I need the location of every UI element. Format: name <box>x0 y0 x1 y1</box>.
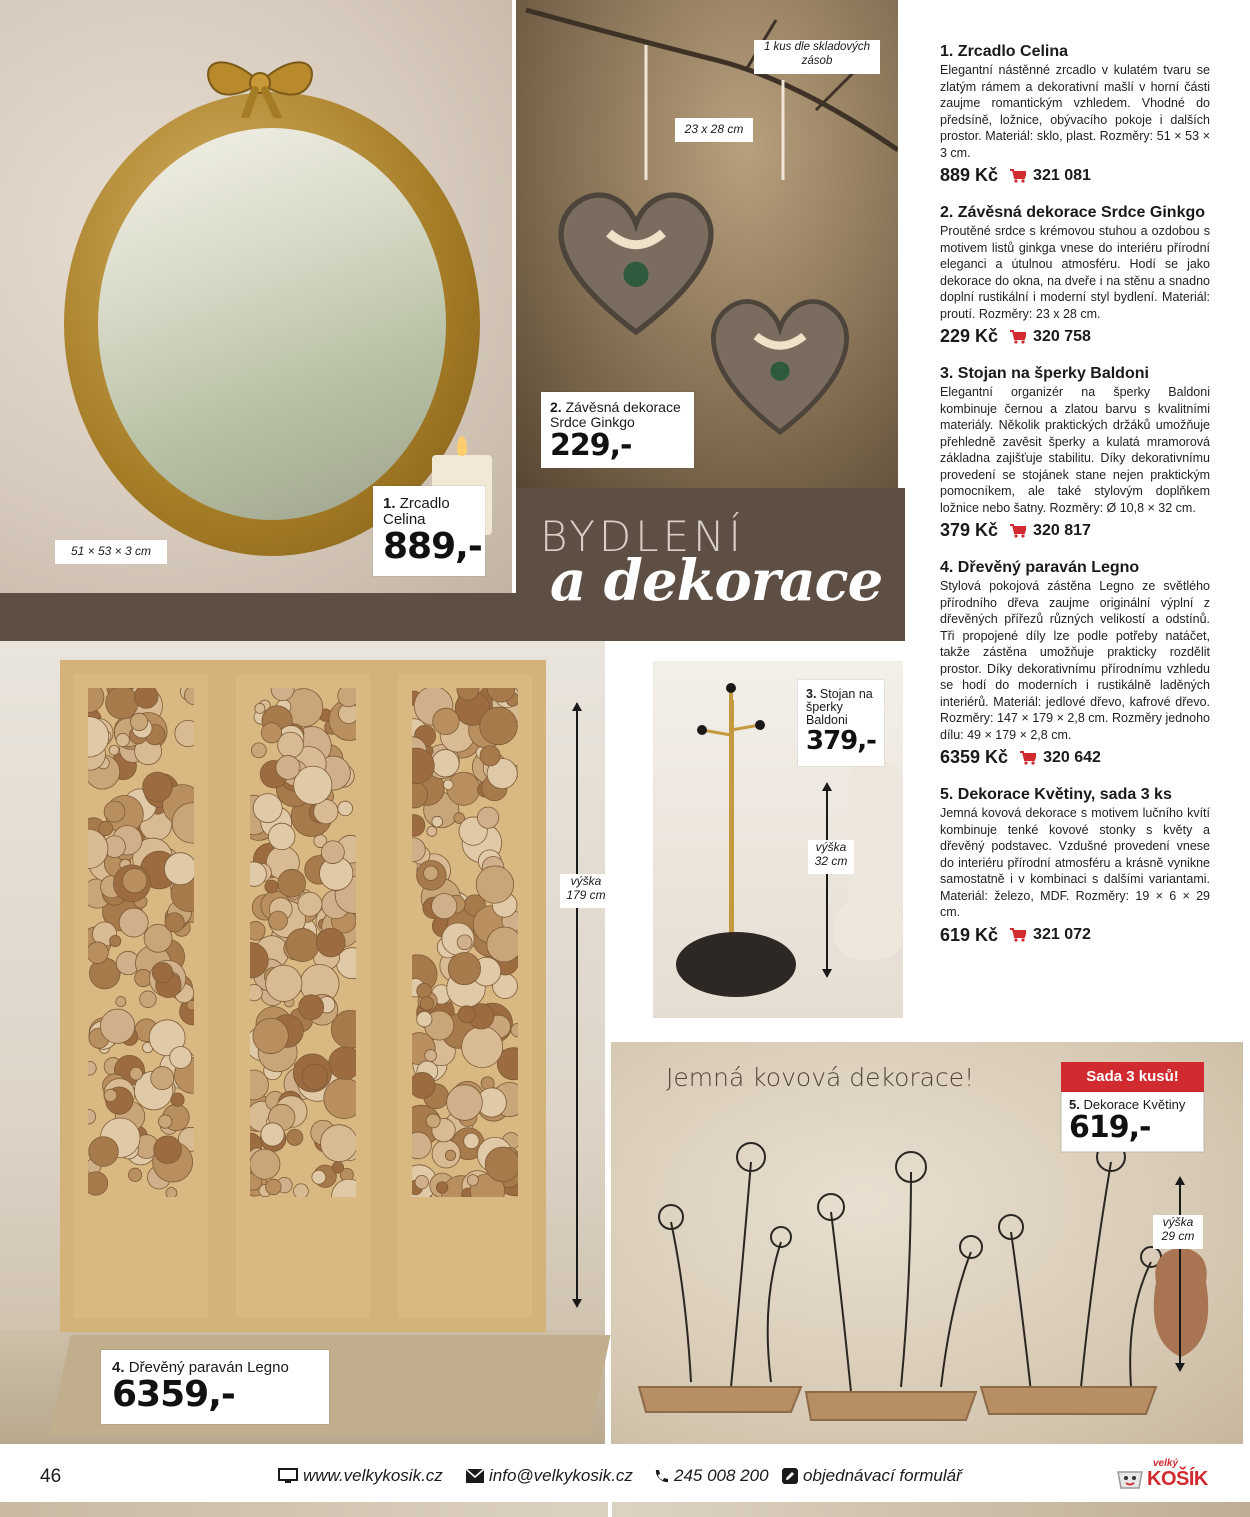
callout-screen[interactable] <box>101 1350 329 1424</box>
phone-icon <box>654 1469 669 1484</box>
wood-slice <box>109 745 119 755</box>
wood-slice <box>447 772 480 805</box>
wood-slice <box>432 816 443 827</box>
product-title: 3. Stojan na šperky Baldoni <box>940 365 1149 382</box>
wood-slice <box>99 821 113 835</box>
wood-slice <box>424 866 439 881</box>
heart-decoration-right <box>700 260 860 460</box>
wood-slice <box>250 921 265 940</box>
product-screen <box>940 559 1210 768</box>
callout-flowers-name: Dekorace Květiny <box>1083 1097 1186 1112</box>
order-form-text: objednávací formulář <box>803 1466 962 1485</box>
product-description: Stylová pokojová zástěna Legno ze světlého přírodního dřeva zaujme originální výplní z dřevěných přířezů různých velikostí a odstínů. Tři propojené díly lze podle potřeby natáčet, takže zástěna umožňuje prakticky rozdělit prostor. Díky dekorativnímu přírodnímu vzhledu se hodí do moderních i rustikálně laděných interiérů. Materiál: jedlové dřevo, kafrové dřevo. Rozměry: 147 × 179 × 2,8 cm. Rozměry jednoho dílu: 49 × 179 × 2,8 cm. <box>940 579 1210 742</box>
wood-slice <box>433 708 459 734</box>
stand-height-word: výška <box>815 840 847 854</box>
wood-slice <box>261 1123 284 1146</box>
wood-slice <box>299 995 324 1020</box>
logo-main-text: KOŠÍK <box>1147 1468 1208 1490</box>
strip-separator <box>608 1502 612 1517</box>
wood-slice <box>269 911 288 930</box>
wood-slice <box>415 1175 428 1188</box>
wood-slices-pattern <box>250 688 356 1197</box>
wood-slice <box>255 703 265 713</box>
wood-slice <box>134 688 158 708</box>
wood-slice <box>165 913 184 932</box>
email-link[interactable] <box>466 1466 633 1486</box>
wood-slice <box>143 772 173 802</box>
wood-slice <box>412 1072 435 1098</box>
velkykosik-logo[interactable] <box>1115 1458 1211 1494</box>
wood-slice <box>100 1009 134 1043</box>
product-price: 379 Kč <box>940 520 999 540</box>
wood-slice <box>294 1184 309 1198</box>
product-title: 2. Závěsná dekorace Srdce Ginkgo <box>940 204 1206 221</box>
wood-slice <box>104 801 125 822</box>
wood-slice <box>457 935 472 950</box>
wood-slice <box>278 732 304 758</box>
wood-slice <box>158 1115 171 1128</box>
wood-slice <box>116 996 126 1006</box>
wood-slices-pattern <box>88 688 194 1197</box>
wood-slice <box>266 965 302 1001</box>
wood-slice <box>171 1093 184 1106</box>
wood-slice <box>302 1064 327 1089</box>
wood-slice <box>253 794 282 823</box>
wood-slice <box>128 1168 141 1181</box>
callout-hearts-num: 2. <box>550 399 562 415</box>
wood-slice <box>175 720 194 746</box>
wood-slice <box>88 1109 96 1124</box>
product-code: 320 642 <box>1043 748 1101 766</box>
wood-slice <box>130 1067 143 1080</box>
flowers-tagline: Jemná kovová dekorace! <box>666 1063 975 1092</box>
wood-slice <box>170 1046 192 1068</box>
flowers-height-arrow <box>1179 1184 1181 1364</box>
website-text: www.velkykosik.cz <box>303 1466 443 1485</box>
wood-slice <box>480 707 518 745</box>
wood-slice <box>88 942 108 964</box>
wood-slice <box>278 869 306 897</box>
flowers-height-value: 29 cm <box>1161 1229 1195 1243</box>
product-description: Jemná kovová dekorace s motivem lučního kvítí kombinuje tenké kovové stonky s květy a dřevěný podstavec. Vzdušné provedení vnese do interiéru přírodní atmosféru a krásně vynikne samostatně i v kombinaci s dalšími variantami. Materiál: železo, MDF. Rozměry: 19 × 6 × 29 cm. <box>940 806 1210 919</box>
product-stand <box>940 365 1210 541</box>
screen-height-arrow <box>576 710 578 1300</box>
headline-top: BYDLENÍ <box>540 512 745 561</box>
product-price: 6359 Kč <box>940 747 1009 767</box>
stand-base <box>676 932 796 997</box>
email-text: info@velkykosik.cz <box>489 1466 633 1485</box>
cart-icon[interactable] <box>1010 330 1026 344</box>
product-list <box>940 43 1210 964</box>
wood-slice <box>166 1188 177 1198</box>
vase <box>848 760 903 910</box>
wood-slice <box>432 894 457 919</box>
page-number: 46 <box>40 1466 62 1487</box>
wood-slice <box>338 801 353 816</box>
wood-slice <box>448 953 480 985</box>
callout-mirror-price: 889,- <box>383 526 482 567</box>
wood-slice <box>477 807 498 828</box>
wood-slice <box>417 983 432 998</box>
callout-stand-num: 3. <box>806 687 817 701</box>
screen-panel-middle <box>222 660 384 1332</box>
set-badge: Sada 3 kusů! <box>1061 1062 1204 1092</box>
callout-stand-price: 379,- <box>806 726 876 756</box>
order-form-link[interactable] <box>782 1466 962 1486</box>
wood-slice <box>476 866 513 903</box>
product-price: 229 Kč <box>940 326 999 346</box>
wood-slice <box>462 1026 503 1067</box>
screen-panel-left <box>60 660 222 1332</box>
callout-hearts-price: 229,- <box>550 428 632 463</box>
phone-link[interactable] <box>654 1466 769 1486</box>
product-code: 321 081 <box>1033 166 1091 184</box>
wood-slices-pattern <box>412 688 518 1197</box>
wood-slice <box>268 823 295 850</box>
wood-slice <box>164 853 194 885</box>
product-price: 889 Kč <box>940 165 999 185</box>
wood-slice <box>432 750 459 777</box>
bow-icon <box>190 48 330 118</box>
wood-slice <box>250 984 262 1000</box>
wood-slice <box>427 826 437 836</box>
wood-slice <box>88 1061 96 1075</box>
callout-stand[interactable] <box>798 680 884 766</box>
product-hearts <box>940 204 1210 347</box>
callout-flowers[interactable] <box>1061 1092 1204 1152</box>
mirror-dimension: 51 × 53 × 3 cm <box>55 540 167 564</box>
wood-slice <box>104 1089 116 1101</box>
wood-slice <box>447 1085 483 1121</box>
wood-slice <box>152 962 172 982</box>
callout-flowers-num: 5. <box>1069 1097 1080 1112</box>
callout-mirror[interactable] <box>373 486 485 576</box>
wood-slice <box>412 815 425 837</box>
wood-slice <box>151 1067 174 1090</box>
branch-illustration <box>516 0 898 180</box>
wood-slice <box>320 1125 356 1162</box>
product-description: Proutěné srdce s krémovou stuhou a ozdobou s motivem listů ginkga vnese do interiéru přírodní eleganci a útulnou atmosféru. Hodí se jako dekorace do okna, na dveře i na stěnu a snadno doplní rustikální i moderní styl bydlení. Materiál: proutí. Rozměry: 23 x 28 cm. <box>940 224 1210 321</box>
wood-slice <box>458 1006 475 1023</box>
screen-height-value: 179 cm <box>566 888 606 902</box>
cart-icon[interactable] <box>1010 928 1026 942</box>
mirror-glass <box>98 128 446 520</box>
product-mirror <box>940 43 1210 186</box>
wood-slice <box>265 880 278 893</box>
wood-slice <box>317 928 346 957</box>
monitor-icon <box>278 1468 298 1484</box>
wood-slice <box>286 929 319 962</box>
wood-slice <box>321 841 344 864</box>
product-flowers <box>940 786 1210 946</box>
callout-screen-price: 6359,- <box>112 1374 235 1415</box>
bottom-photo-strip <box>0 1502 1250 1517</box>
screen-height-word: výška <box>570 874 602 888</box>
wood-slice <box>426 1114 440 1128</box>
callout-screen-num: 4. <box>112 1359 125 1376</box>
wood-slice <box>110 935 121 946</box>
screen-height-label <box>560 874 612 908</box>
hearts-dimension: 23 x 28 cm <box>675 118 753 142</box>
cart-icon[interactable] <box>1020 751 1036 765</box>
wood-slice <box>123 869 147 893</box>
wood-slice <box>298 892 322 916</box>
callout-mirror-name: Zrcadlo Celina <box>383 495 450 528</box>
wood-slice <box>467 1175 478 1186</box>
stand-height-label <box>808 840 854 874</box>
product-title: 4. Dřevěný paraván Legno <box>940 559 1140 576</box>
stand-arms <box>680 670 790 770</box>
wood-slice <box>312 1170 326 1184</box>
wood-slice <box>443 780 453 790</box>
wood-slice <box>106 688 138 719</box>
heart-decoration-left <box>546 170 726 350</box>
wood-slice <box>251 743 266 758</box>
callout-hearts-name: Závěsná dekorace Srdce Ginkgo <box>550 399 681 430</box>
wood-slice <box>266 1179 282 1195</box>
flowers-height-label <box>1153 1215 1203 1249</box>
stock-note: 1 kus dle skladových zásob <box>754 40 880 74</box>
callout-stand-name: Stojan na šperky Baldoni <box>806 687 873 727</box>
wood-slice <box>184 688 194 705</box>
wood-slice <box>420 997 433 1010</box>
product-title: 1. Zrcadlo Celina <box>940 43 1069 60</box>
cart-icon[interactable] <box>1010 524 1026 538</box>
wood-slice <box>425 1050 437 1062</box>
pencil-icon <box>782 1468 798 1484</box>
envelope-icon <box>466 1469 484 1483</box>
callout-flowers-price: 619,- <box>1069 1110 1151 1145</box>
wood-slice <box>89 1137 119 1167</box>
wood-slice <box>187 1000 194 1010</box>
wood-slice <box>480 746 500 766</box>
callout-hearts[interactable] <box>541 392 694 468</box>
wood-slice <box>119 908 148 937</box>
wood-slice <box>88 1172 108 1195</box>
wood-slice <box>287 1129 303 1145</box>
wood-slice <box>436 1182 448 1194</box>
screen-panel-right <box>384 660 546 1332</box>
headline-script: a dekorace <box>550 548 883 614</box>
product-price: 619 Kč <box>940 924 999 945</box>
product-title: 5. Dekorace Květiny, sada 3 ks <box>940 786 1172 803</box>
wood-slice <box>88 688 104 712</box>
product-code: 320 758 <box>1033 327 1091 345</box>
website-link[interactable] <box>278 1466 443 1486</box>
product-description: Elegantní nástěnné zrcadlo v kulatém tvaru se zlatým rámem a dekorativní mašlí v horní části zaujme romantickým vzhledem. Vhodné do předsíně, ložnice, obývacího pokoje i dalších prostor. Materiál: sklo, plast. Rozměry: 51 × 53 × 3 cm. <box>940 63 1210 160</box>
wood-slice <box>116 733 129 746</box>
wood-slice <box>464 1133 480 1149</box>
product-code: 321 072 <box>1033 926 1091 943</box>
wood-slice <box>332 1162 343 1173</box>
wood-slice <box>445 1150 455 1160</box>
callout-mirror-num: 1. <box>383 495 396 512</box>
wood-slice <box>154 1136 182 1164</box>
basket-logo-icon <box>1115 1462 1145 1492</box>
wood-slice <box>250 1149 280 1179</box>
wood-slice <box>140 991 157 1008</box>
section-headline <box>540 508 890 614</box>
wood-slice <box>487 927 518 962</box>
cart-icon[interactable] <box>1010 169 1026 183</box>
wood-slice <box>417 1012 432 1027</box>
product-description: Elegantní organizér na šperky Baldoni kombinuje černou a zlatou barvu s kvalitními materiály. Několik praktických držáků umožňuje přehledně zavěsit šperky a kulatá mramorová základna zajišťuje stabilitu. Díky dekorativnímu provedení se stojánek stane nejen praktickým pomocníkem, ale také stylovým doplňkem ložnice nebo šatny. Rozměry: Ø 10,8 × 32 cm. <box>940 385 1210 515</box>
dish <box>834 900 903 960</box>
stand-height-arrow <box>826 790 828 970</box>
wood-slice <box>485 1147 518 1182</box>
wood-slice <box>130 713 147 730</box>
product-code: 320 817 <box>1033 521 1091 539</box>
callout-screen-name: Dřevěný paraván Legno <box>128 1359 289 1376</box>
wood-slice <box>253 1018 288 1053</box>
logo-top-text: velký <box>1153 1458 1179 1469</box>
phone-text: 245 008 200 <box>674 1466 769 1485</box>
wood-slice <box>276 755 300 779</box>
flowers-height-word: výška <box>1162 1215 1194 1229</box>
stand-height-value: 32 cm <box>814 854 848 868</box>
